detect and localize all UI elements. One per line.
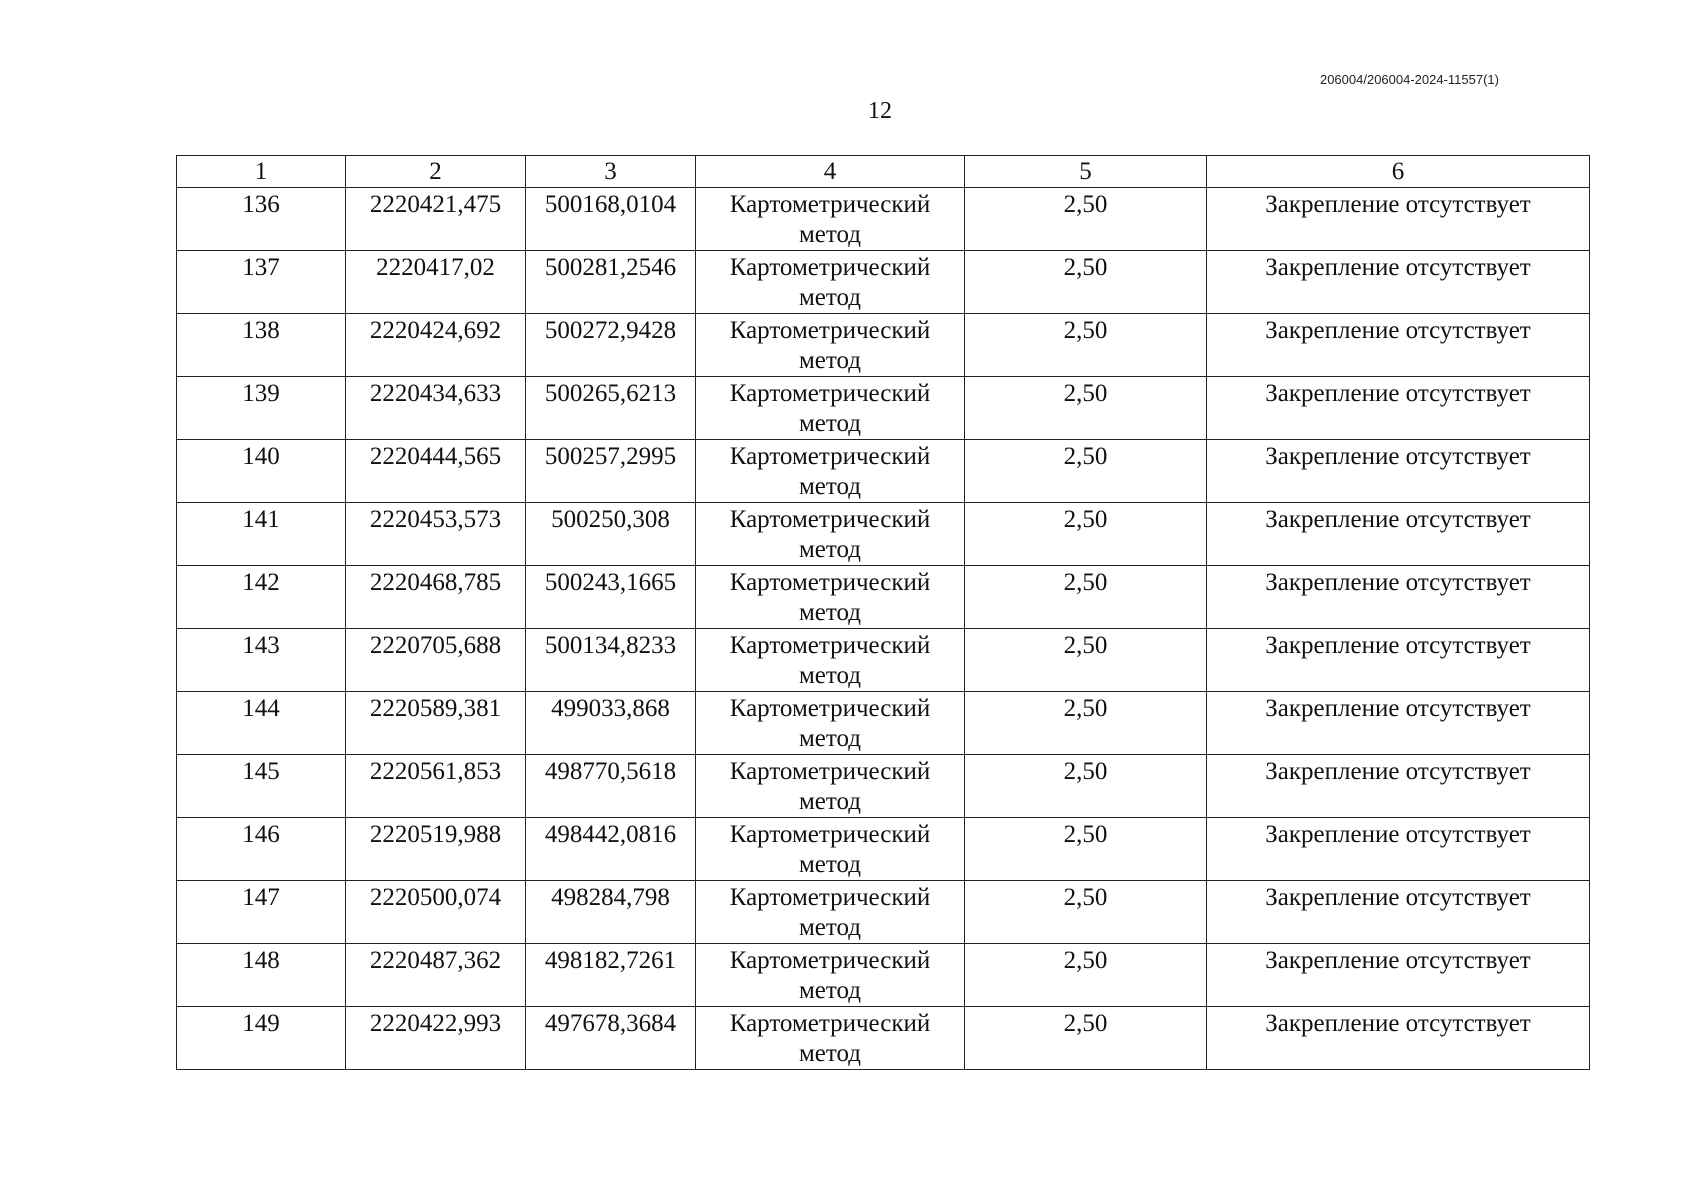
accuracy-cell: 2,50 xyxy=(965,503,1207,566)
accuracy-cell: 2,50 xyxy=(965,818,1207,881)
y-coordinate-cell: 498770,5618 xyxy=(526,755,696,818)
point-number-cell: 137 xyxy=(177,251,346,314)
fixation-note-cell: Закрепление отсутствует xyxy=(1207,818,1590,881)
table-row xyxy=(177,188,1590,251)
accuracy-cell: 2,50 xyxy=(965,755,1207,818)
accuracy-cell: 2,50 xyxy=(965,629,1207,692)
table-row xyxy=(177,692,1590,755)
method-line-2: метод xyxy=(798,977,861,1004)
method-cell xyxy=(696,944,965,1007)
x-coordinate-cell: 2220705,688 xyxy=(346,629,526,692)
method-line-1: Картометрический xyxy=(729,884,931,911)
accuracy-cell: 2,50 xyxy=(965,881,1207,944)
accuracy-cell: 2,50 xyxy=(965,440,1207,503)
method-line-1: Картометрический xyxy=(729,191,931,218)
point-number-cell: 142 xyxy=(177,566,346,629)
fixation-note-cell: Закрепление отсутствует xyxy=(1207,1007,1590,1070)
table-row xyxy=(177,377,1590,440)
point-number-cell: 145 xyxy=(177,755,346,818)
table-row xyxy=(177,881,1590,944)
method-cell xyxy=(696,314,965,377)
point-number-cell: 139 xyxy=(177,377,346,440)
method-line-2: метод xyxy=(798,914,861,941)
table-row xyxy=(177,503,1590,566)
x-coordinate-cell: 2220421,475 xyxy=(346,188,526,251)
method-line-1: Картометрический xyxy=(729,695,931,722)
fixation-note-cell: Закрепление отсутствует xyxy=(1207,692,1590,755)
point-number-cell: 143 xyxy=(177,629,346,692)
y-coordinate-cell: 499033,868 xyxy=(526,692,696,755)
x-coordinate-cell: 2220444,565 xyxy=(346,440,526,503)
x-coordinate-cell: 2220422,993 xyxy=(346,1007,526,1070)
method-line-2: метод xyxy=(798,788,861,815)
column-header: 4 xyxy=(696,156,965,188)
method-line-1: Картометрический xyxy=(729,317,931,344)
fixation-note-cell: Закрепление отсутствует xyxy=(1207,629,1590,692)
point-number-cell: 146 xyxy=(177,818,346,881)
point-number-cell: 136 xyxy=(177,188,346,251)
method-line-1: Картометрический xyxy=(729,569,931,596)
fixation-note-cell: Закрепление отсутствует xyxy=(1207,566,1590,629)
page-number: 12 xyxy=(868,98,892,124)
point-number-cell: 149 xyxy=(177,1007,346,1070)
method-line-2: метод xyxy=(798,662,861,689)
method-line-2: метод xyxy=(798,851,861,878)
point-number-cell: 148 xyxy=(177,944,346,1007)
method-line-2: метод xyxy=(798,599,861,626)
accuracy-cell: 2,50 xyxy=(965,692,1207,755)
point-number-cell: 138 xyxy=(177,314,346,377)
accuracy-cell: 2,50 xyxy=(965,566,1207,629)
fixation-note-cell: Закрепление отсутствует xyxy=(1207,188,1590,251)
method-line-1: Картометрический xyxy=(729,506,931,533)
method-line-2: метод xyxy=(798,284,861,311)
method-line-2: метод xyxy=(798,1040,861,1067)
fixation-note-cell: Закрепление отсутствует xyxy=(1207,503,1590,566)
method-line-1: Картометрический xyxy=(729,443,931,470)
table-row xyxy=(177,944,1590,1007)
table-row xyxy=(177,251,1590,314)
x-coordinate-cell: 2220487,362 xyxy=(346,944,526,1007)
y-coordinate-cell: 500250,308 xyxy=(526,503,696,566)
y-coordinate-cell: 500134,8233 xyxy=(526,629,696,692)
y-coordinate-cell: 500168,0104 xyxy=(526,188,696,251)
method-line-1: Картометрический xyxy=(729,947,931,974)
x-coordinate-cell: 2220434,633 xyxy=(346,377,526,440)
accuracy-cell: 2,50 xyxy=(965,314,1207,377)
y-coordinate-cell: 500281,2546 xyxy=(526,251,696,314)
method-cell xyxy=(696,818,965,881)
x-coordinate-cell: 2220424,692 xyxy=(346,314,526,377)
method-line-2: метод xyxy=(798,473,861,500)
method-cell xyxy=(696,188,965,251)
fixation-note-cell: Закрепление отсутствует xyxy=(1207,251,1590,314)
column-header: 5 xyxy=(965,156,1207,188)
y-coordinate-cell: 500265,6213 xyxy=(526,377,696,440)
fixation-note-cell: Закрепление отсутствует xyxy=(1207,755,1590,818)
x-coordinate-cell: 2220561,853 xyxy=(346,755,526,818)
x-coordinate-cell: 2220500,074 xyxy=(346,881,526,944)
accuracy-cell: 2,50 xyxy=(965,944,1207,1007)
y-coordinate-cell: 498182,7261 xyxy=(526,944,696,1007)
fixation-note-cell: Закрепление отсутствует xyxy=(1207,377,1590,440)
table-header-row xyxy=(177,156,1590,188)
method-cell xyxy=(696,881,965,944)
method-cell xyxy=(696,1007,965,1070)
fixation-note-cell: Закрепление отсутствует xyxy=(1207,440,1590,503)
method-cell xyxy=(696,566,965,629)
x-coordinate-cell: 2220468,785 xyxy=(346,566,526,629)
method-line-2: метод xyxy=(798,410,861,437)
fixation-note-cell: Закрепление отсутствует xyxy=(1207,881,1590,944)
x-coordinate-cell: 2220589,381 xyxy=(346,692,526,755)
point-number-cell: 140 xyxy=(177,440,346,503)
method-line-1: Картометрический xyxy=(729,821,931,848)
fixation-note-cell: Закрепление отсутствует xyxy=(1207,944,1590,1007)
table-row xyxy=(177,314,1590,377)
method-line-1: Картометрический xyxy=(729,1010,931,1037)
method-line-2: метод xyxy=(798,347,861,374)
table-row xyxy=(177,629,1590,692)
table-row xyxy=(177,566,1590,629)
table-row xyxy=(177,755,1590,818)
point-number-cell: 141 xyxy=(177,503,346,566)
method-line-2: метод xyxy=(798,536,861,563)
table-row xyxy=(177,818,1590,881)
method-cell xyxy=(696,755,965,818)
method-cell xyxy=(696,692,965,755)
method-cell xyxy=(696,377,965,440)
column-header: 6 xyxy=(1207,156,1590,188)
y-coordinate-cell: 497678,3684 xyxy=(526,1007,696,1070)
method-cell xyxy=(696,440,965,503)
point-number-cell: 144 xyxy=(177,692,346,755)
y-coordinate-cell: 500243,1665 xyxy=(526,566,696,629)
method-cell xyxy=(696,629,965,692)
method-line-1: Картометрический xyxy=(729,758,931,785)
coordinates-table-container xyxy=(176,155,1590,1070)
point-number-cell: 147 xyxy=(177,881,346,944)
accuracy-cell: 2,50 xyxy=(965,377,1207,440)
x-coordinate-cell: 2220417,02 xyxy=(346,251,526,314)
x-coordinate-cell: 2220453,573 xyxy=(346,503,526,566)
table-row xyxy=(177,1007,1590,1070)
column-header: 3 xyxy=(526,156,696,188)
y-coordinate-cell: 498284,798 xyxy=(526,881,696,944)
method-line-2: метод xyxy=(798,725,861,752)
method-line-2: метод xyxy=(798,221,861,248)
accuracy-cell: 2,50 xyxy=(965,188,1207,251)
column-header: 2 xyxy=(346,156,526,188)
method-cell xyxy=(696,251,965,314)
x-coordinate-cell: 2220519,988 xyxy=(346,818,526,881)
accuracy-cell: 2,50 xyxy=(965,1007,1207,1070)
y-coordinate-cell: 500257,2995 xyxy=(526,440,696,503)
method-line-1: Картометрический xyxy=(729,380,931,407)
y-coordinate-cell: 500272,9428 xyxy=(526,314,696,377)
method-line-1: Картометрический xyxy=(729,254,931,281)
method-cell xyxy=(696,503,965,566)
accuracy-cell: 2,50 xyxy=(965,251,1207,314)
coordinates-table xyxy=(176,155,1590,1070)
y-coordinate-cell: 498442,0816 xyxy=(526,818,696,881)
method-line-1: Картометрический xyxy=(729,632,931,659)
fixation-note-cell: Закрепление отсутствует xyxy=(1207,314,1590,377)
column-header: 1 xyxy=(177,156,346,188)
table-row xyxy=(177,440,1590,503)
document-id: 206004/206004-2024-11557(1) xyxy=(1319,72,1499,87)
